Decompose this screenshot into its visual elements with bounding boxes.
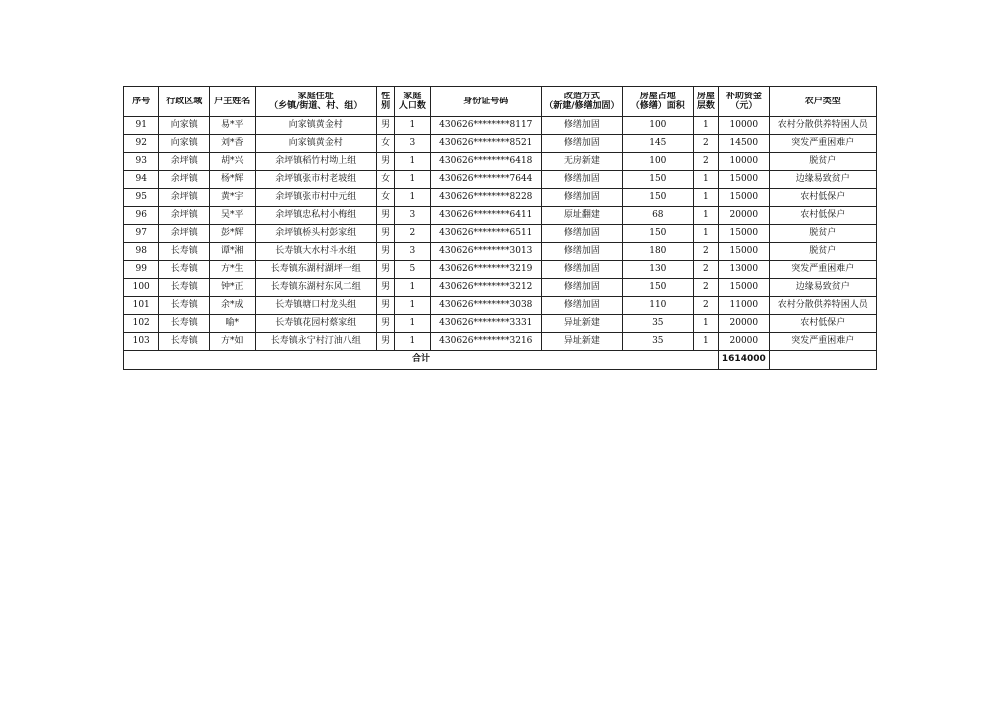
gender-cell: 男 [376,297,394,315]
subsidy-cell: 14500 [719,135,770,153]
type-cell: 农村分散供养特困人员 [769,297,876,315]
floors-cell: 1 [693,171,718,189]
header-label: 身份证号码 [463,96,509,106]
floors-cell: 2 [693,135,718,153]
header-label: 房屋占地 （修缮）面积 [630,91,685,111]
gender-cell: 男 [376,333,394,351]
region-cell: 长寿镇 [159,297,210,315]
header-label: 行政区域 [166,96,203,106]
method-cell: 异址新建 [541,333,622,351]
id-number-cell: 430626********8521 [430,135,541,153]
index-cell: 97 [124,225,159,243]
area-cell: 110 [622,297,693,315]
family-size-cell: 1 [395,171,430,189]
family-size-cell: 1 [395,279,430,297]
id-number-cell: 430626********8117 [430,117,541,135]
subsidy-cell: 10000 [719,153,770,171]
header-col-region [159,87,210,117]
address-cell: 长寿镇东湖村东风二组 [255,279,376,297]
householder-cell: 杨*辉 [210,171,256,189]
subsidy-table [123,86,877,370]
header-col-id-number [430,87,541,117]
index-cell: 101 [124,297,159,315]
floors-cell: 1 [693,189,718,207]
address-cell: 余坪镇忠私村小梅组 [255,207,376,225]
address-cell: 长寿镇永宁村汀油八组 [255,333,376,351]
householder-cell: 黄*宇 [210,189,256,207]
id-number-cell: 430626********3216 [430,333,541,351]
id-number-cell: 430626********7644 [430,171,541,189]
type-cell: 突发严重困难户 [769,261,876,279]
floors-cell: 1 [693,315,718,333]
method-cell: 修缮加固 [541,171,622,189]
type-cell: 脱贫户 [769,243,876,261]
subsidy-cell: 20000 [719,315,770,333]
header-col-householder [210,87,256,117]
method-cell: 修缮加固 [541,261,622,279]
gender-cell: 女 [376,171,394,189]
header-col-family-size [395,87,430,117]
area-cell: 35 [622,333,693,351]
area-cell: 150 [622,225,693,243]
header-label: 补助资金 （元） [725,91,762,111]
region-cell: 长寿镇 [159,261,210,279]
family-size-cell: 5 [395,261,430,279]
region-cell: 余坪镇 [159,207,210,225]
index-cell: 103 [124,333,159,351]
family-size-cell: 2 [395,225,430,243]
householder-cell: 易*平 [210,117,256,135]
table-row [124,261,877,279]
table-header-row [124,87,877,117]
id-number-cell: 430626********6418 [430,153,541,171]
address-cell: 向家镇黄金村 [255,117,376,135]
area-cell: 100 [622,117,693,135]
family-size-cell: 1 [395,153,430,171]
header-col-address [255,87,376,117]
method-cell: 无房新建 [541,153,622,171]
header-label: 改造方式 （新建/修缮加固） [544,91,620,111]
method-cell: 修缮加固 [541,117,622,135]
total-label: 合计 [124,351,719,370]
householder-cell: 吴*平 [210,207,256,225]
gender-cell: 女 [376,189,394,207]
header-col-household-type [769,87,876,117]
address-cell: 长寿镇塘口村龙头组 [255,297,376,315]
gender-cell: 女 [376,135,394,153]
area-cell: 35 [622,315,693,333]
index-cell: 99 [124,261,159,279]
floors-cell: 2 [693,279,718,297]
index-cell: 91 [124,117,159,135]
index-cell: 92 [124,135,159,153]
id-number-cell: 430626********3331 [430,315,541,333]
total-amount: 1614000 [719,351,770,370]
header-label: 户主姓名 [214,96,251,106]
floors-cell: 2 [693,153,718,171]
householder-cell: 喻* [210,315,256,333]
householder-cell: 谭*湘 [210,243,256,261]
id-number-cell: 430626********3038 [430,297,541,315]
householder-cell: 刘*香 [210,135,256,153]
gender-cell: 男 [376,261,394,279]
region-cell: 长寿镇 [159,243,210,261]
householder-cell: 余*成 [210,297,256,315]
method-cell: 原址翻建 [541,207,622,225]
table-body [124,117,877,351]
family-size-cell: 3 [395,135,430,153]
method-cell: 修缮加固 [541,243,622,261]
table-row [124,243,877,261]
floors-cell: 1 [693,117,718,135]
address-cell: 余坪镇桥头村彭家组 [255,225,376,243]
header-label: 家庭 人口数 [398,91,426,111]
floors-cell: 2 [693,297,718,315]
type-cell: 突发严重困难户 [769,333,876,351]
region-cell: 余坪镇 [159,189,210,207]
floors-cell: 1 [693,225,718,243]
table-row [124,279,877,297]
family-size-cell: 3 [395,243,430,261]
region-cell: 长寿镇 [159,315,210,333]
householder-cell: 彭*辉 [210,225,256,243]
table-row [124,333,877,351]
id-number-cell: 430626********3219 [430,261,541,279]
id-number-cell: 430626********8228 [430,189,541,207]
table-row [124,171,877,189]
subsidy-cell: 10000 [719,117,770,135]
address-cell: 长寿镇花园村蔡家组 [255,315,376,333]
family-size-cell: 1 [395,117,430,135]
type-cell: 突发严重困难户 [769,135,876,153]
region-cell: 向家镇 [159,117,210,135]
index-cell: 100 [124,279,159,297]
id-number-cell: 430626********3013 [430,243,541,261]
header-col-area [622,87,693,117]
subsidy-cell: 15000 [719,225,770,243]
index-cell: 98 [124,243,159,261]
family-size-cell: 1 [395,333,430,351]
index-cell: 93 [124,153,159,171]
address-cell: 长寿镇东湖村湖坪一组 [255,261,376,279]
subsidy-cell: 20000 [719,333,770,351]
index-cell: 95 [124,189,159,207]
method-cell: 修缮加固 [541,189,622,207]
floors-cell: 1 [693,333,718,351]
subsidy-cell: 11000 [719,297,770,315]
table-row [124,225,877,243]
header-col-floors [693,87,718,117]
type-cell: 农村低保户 [769,189,876,207]
type-cell: 农村分散供养特困人员 [769,117,876,135]
subsidy-cell: 15000 [719,243,770,261]
family-size-cell: 3 [395,207,430,225]
address-cell: 余坪镇张市村老坡组 [255,171,376,189]
floors-cell: 1 [693,207,718,225]
type-cell: 农村低保户 [769,315,876,333]
type-cell: 脱贫户 [769,225,876,243]
method-cell: 修缮加固 [541,135,622,153]
floors-cell: 2 [693,243,718,261]
area-cell: 150 [622,279,693,297]
table-row [124,117,877,135]
header-col-gender [376,87,394,117]
method-cell: 修缮加固 [541,297,622,315]
index-cell: 96 [124,207,159,225]
header-label: 家庭住址 （乡镇/街道、村、组） [269,91,363,111]
header-label: 房屋 层数 [696,91,715,111]
area-cell: 145 [622,135,693,153]
table-row [124,315,877,333]
table-row [124,207,877,225]
family-size-cell: 1 [395,315,430,333]
subsidy-cell: 13000 [719,261,770,279]
householder-cell: 方*如 [210,333,256,351]
region-cell: 向家镇 [159,135,210,153]
index-cell: 94 [124,171,159,189]
gender-cell: 男 [376,117,394,135]
subsidy-cell: 15000 [719,189,770,207]
table-row [124,189,877,207]
area-cell: 150 [622,171,693,189]
region-cell: 余坪镇 [159,225,210,243]
family-size-cell: 1 [395,189,430,207]
area-cell: 150 [622,189,693,207]
header-label: 农户类型 [804,96,841,106]
address-cell: 余坪镇张市村中元组 [255,189,376,207]
id-number-cell: 430626********3212 [430,279,541,297]
region-cell: 余坪镇 [159,153,210,171]
gender-cell: 男 [376,243,394,261]
index-cell: 102 [124,315,159,333]
region-cell: 长寿镇 [159,279,210,297]
header-col-index [124,87,159,117]
householder-cell: 钟*正 [210,279,256,297]
subsidy-cell: 15000 [719,171,770,189]
area-cell: 100 [622,153,693,171]
address-cell: 长寿镇大水村斗水组 [255,243,376,261]
table-row [124,153,877,171]
header-label: 序号 [132,96,151,106]
area-cell: 68 [622,207,693,225]
floors-cell: 2 [693,261,718,279]
method-cell: 修缮加固 [541,225,622,243]
region-cell: 余坪镇 [159,171,210,189]
address-cell: 向家镇黄金村 [255,135,376,153]
header-label: 性 别 [381,91,391,111]
total-row [124,351,877,370]
method-cell: 修缮加固 [541,279,622,297]
header-col-subsidy [719,87,770,117]
address-cell: 余坪镇稻竹村坳上组 [255,153,376,171]
type-cell: 农村低保户 [769,207,876,225]
table-row [124,135,877,153]
method-cell: 异址新建 [541,315,622,333]
gender-cell: 男 [376,279,394,297]
total-empty-cell [769,351,876,370]
gender-cell: 男 [376,225,394,243]
householder-cell: 胡*兴 [210,153,256,171]
gender-cell: 男 [376,153,394,171]
type-cell: 边缘易致贫户 [769,171,876,189]
subsidy-cell: 15000 [719,279,770,297]
area-cell: 180 [622,243,693,261]
householder-cell: 方*生 [210,261,256,279]
id-number-cell: 430626********6411 [430,207,541,225]
table-row [124,297,877,315]
gender-cell: 男 [376,207,394,225]
region-cell: 长寿镇 [159,333,210,351]
id-number-cell: 430626********6511 [430,225,541,243]
subsidy-cell: 20000 [719,207,770,225]
header-col-renovation-method [541,87,622,117]
gender-cell: 男 [376,315,394,333]
type-cell: 脱贫户 [769,153,876,171]
type-cell: 边缘易致贫户 [769,279,876,297]
area-cell: 130 [622,261,693,279]
family-size-cell: 1 [395,297,430,315]
